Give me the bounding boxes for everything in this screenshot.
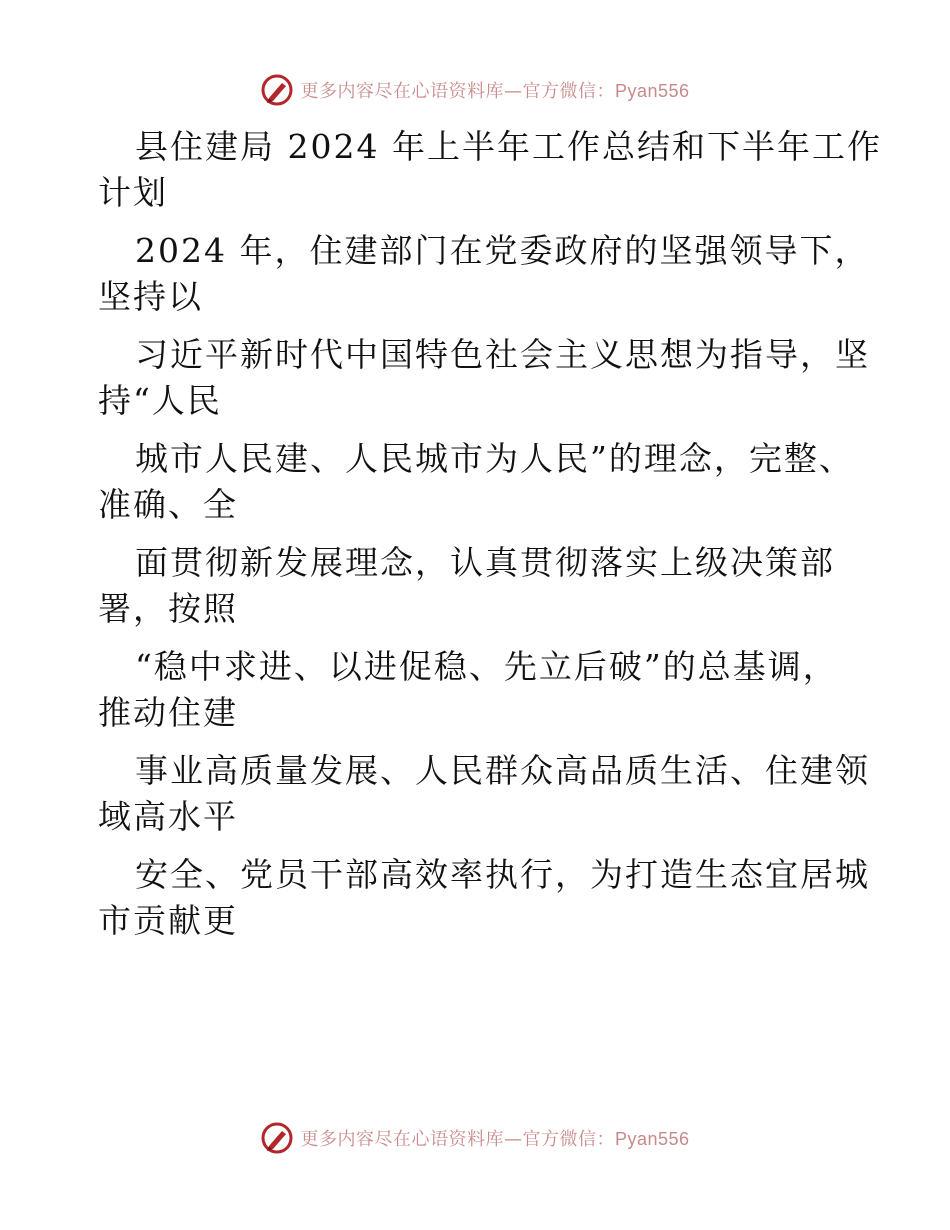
pen-logo-icon (260, 73, 294, 107)
text-line: “稳中求进、以进促稳、先立后破”的总基调， (135, 647, 838, 686)
document-body (98, 124, 882, 956)
header-watermark-banner (0, 70, 950, 110)
wechat-id: Pyan556 (614, 81, 690, 101)
text-line: 县住建局 2024 年上半年工作总结和下半年工作 (135, 127, 882, 166)
text-line: 城市人民建、人民城市为人民”的理念，完整、 (135, 439, 854, 478)
text-line: 推动住建 (98, 693, 238, 732)
text-line: 准确、全 (98, 485, 238, 524)
wechat-id: Pyan556 (614, 1129, 690, 1149)
text-line: 2024 年，住建部门在党委政府的坚强领导下， (135, 231, 870, 270)
text-line: 坚持以 (98, 277, 203, 316)
banner-text: 更多内容尽在心语资料库—官方微信：Pyan556 (300, 81, 690, 102)
footer-watermark-banner (0, 1118, 950, 1158)
text-line: 习近平新时代中国特色社会主义思想为指导，坚 (135, 335, 870, 374)
text-line: 面贯彻新发展理念，认真贯彻落实上级决策部 (135, 543, 835, 582)
text-line: 域高水平 (98, 797, 238, 836)
banner-text: 更多内容尽在心语资料库—官方微信：Pyan556 (300, 1129, 690, 1150)
text-line: 事业高质量发展、人民群众高品质生活、住建领 (135, 751, 870, 790)
pen-logo-icon (260, 1121, 294, 1155)
text-line: 署，按照 (98, 589, 238, 628)
text-line: 持“人民 (98, 381, 222, 420)
text-line: 计划 (98, 173, 168, 212)
text-line: 安全、党员干部高效率执行，为打造生态宜居城 (135, 855, 870, 894)
text-line: 市贡献更 (98, 901, 238, 940)
